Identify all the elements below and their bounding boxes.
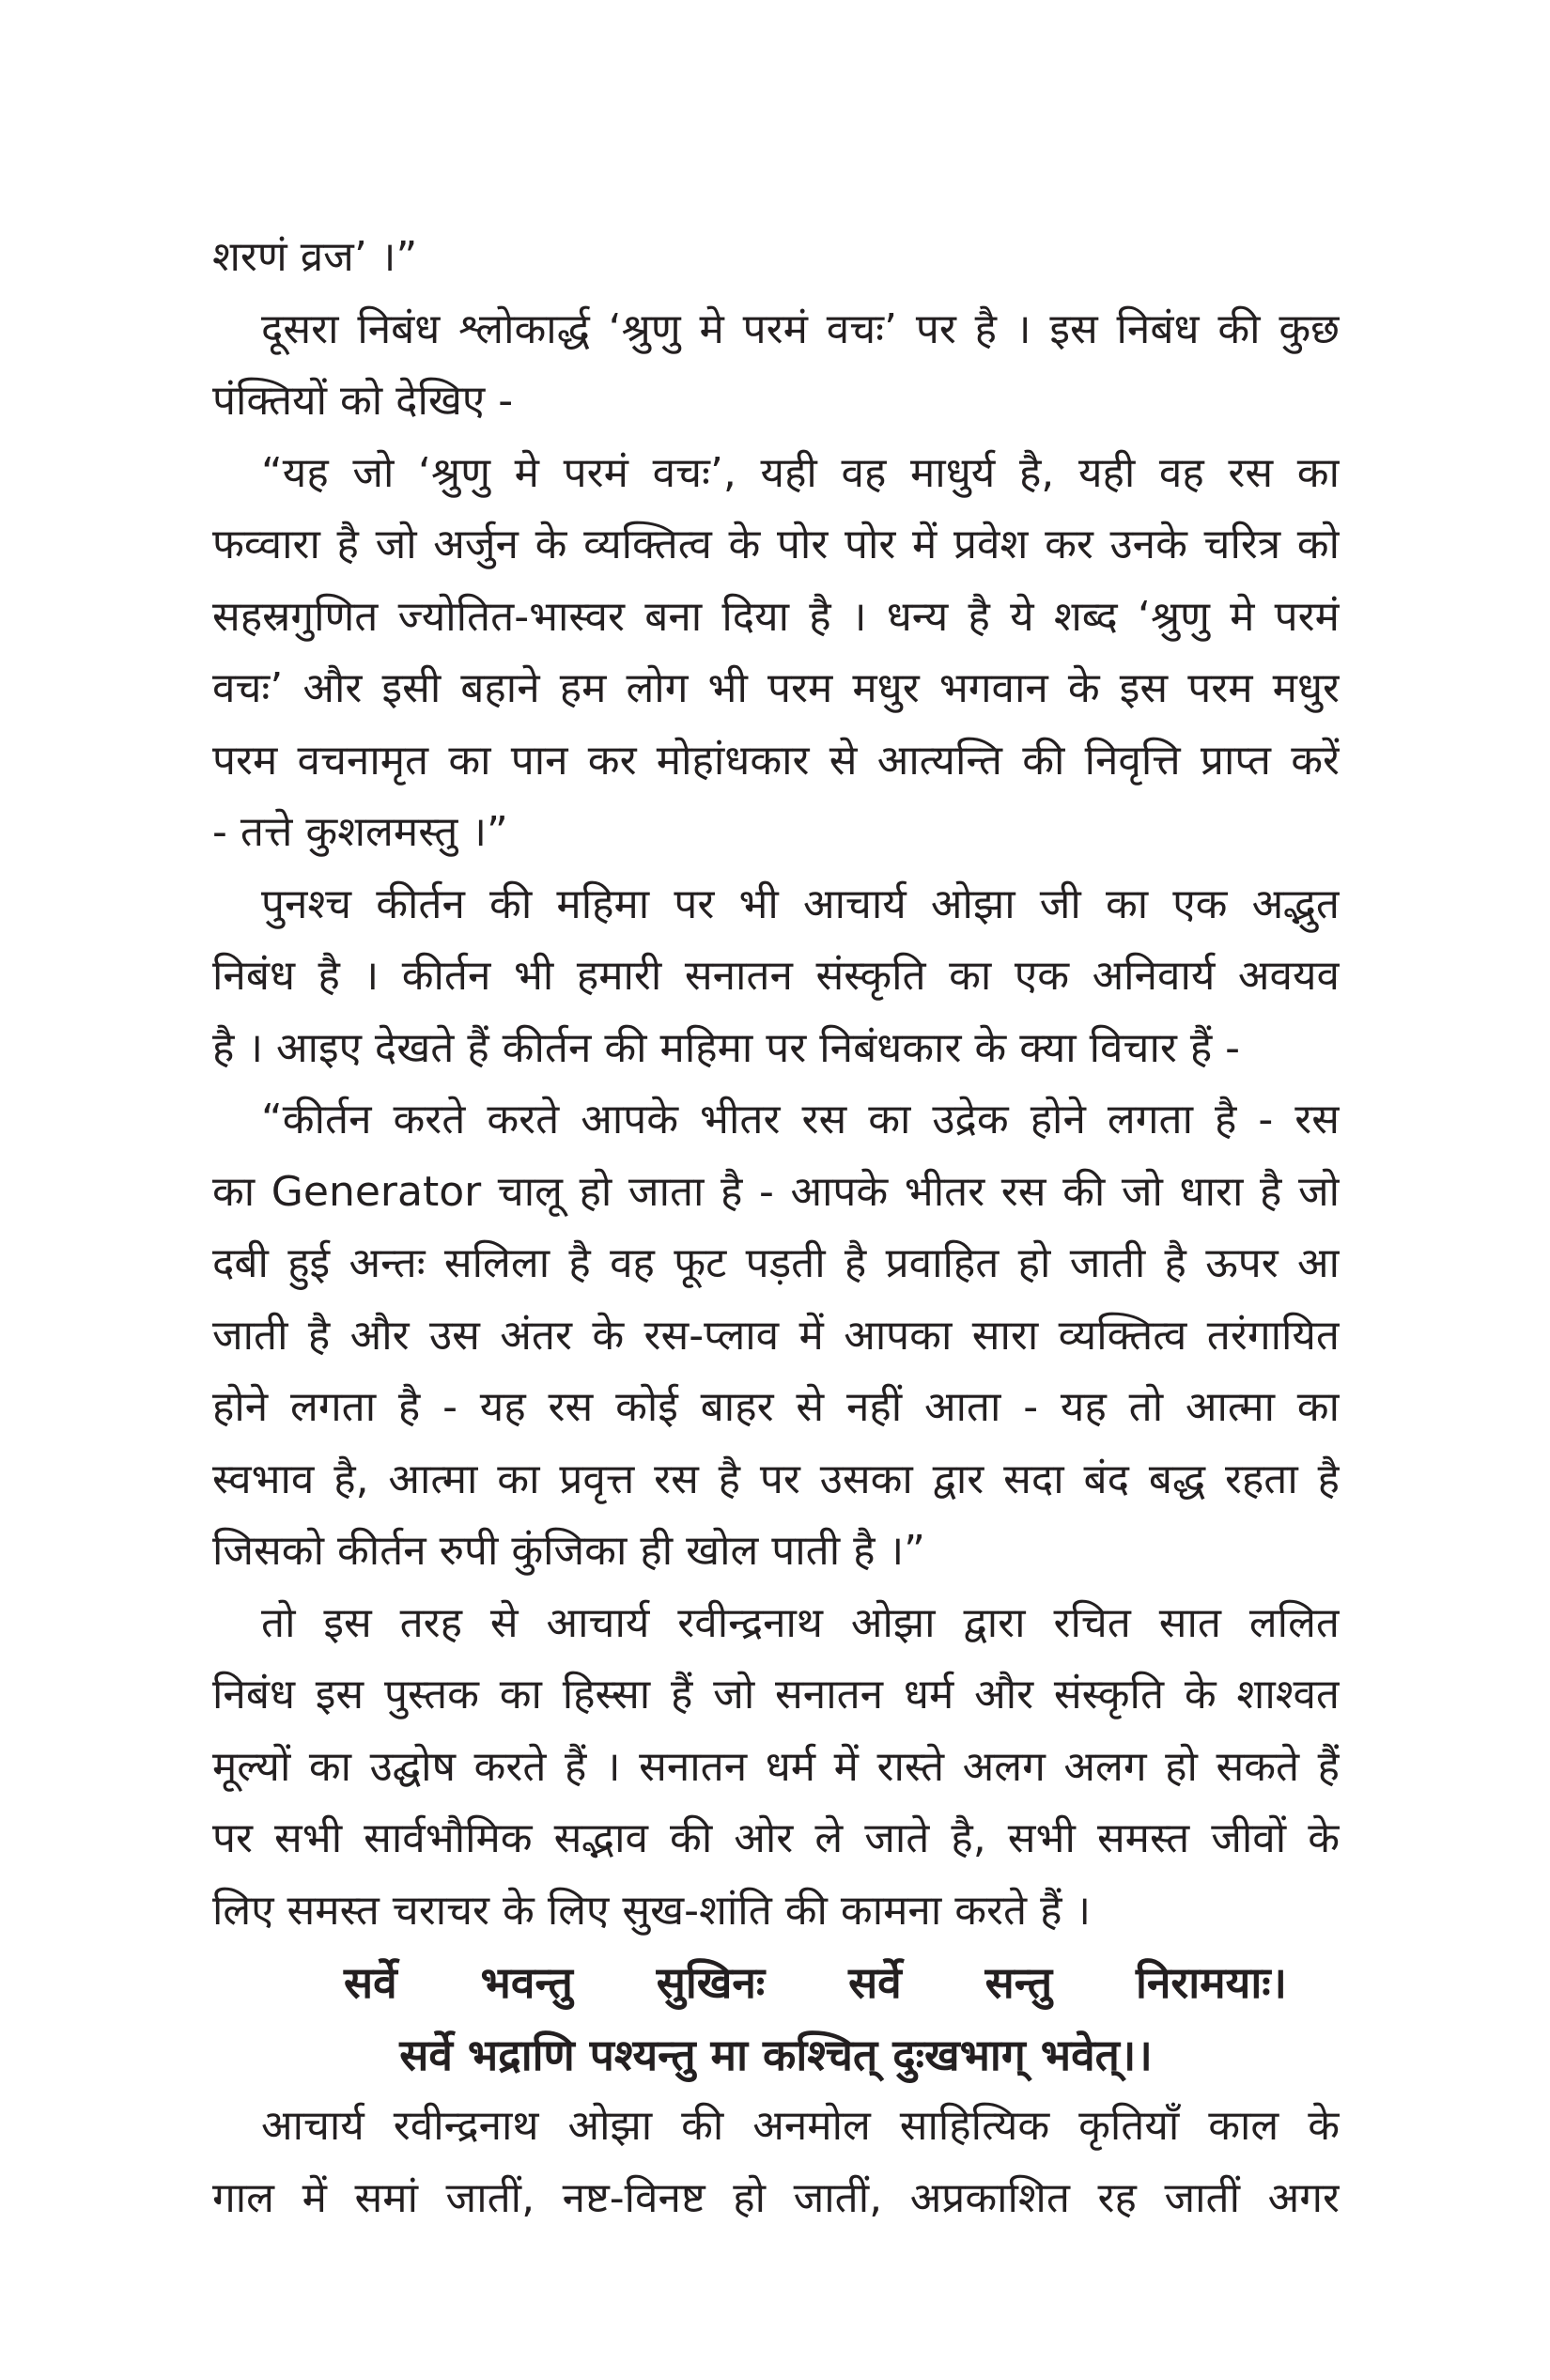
text-line: “कीर्तन करते करते आपके भीतर रस का उद्रेक होने लगता है - रस: [261, 1096, 1340, 1143]
verse-line: सर्वे भवन्तु सुखिनः सर्वे सन्तु निरामयाः।: [344, 1957, 1287, 2008]
verse-line: सर्वे भद्राणि पश्यन्तु मा कश्चित् दुःखभाग् भवेत्।।: [399, 2029, 1153, 2080]
text-line: फव्वारा है जो अर्जुन के व्यक्तित्व के पोर पोर में प्रवेश कर उनके चरित्र को: [212, 521, 1340, 568]
text-line: शरणं व्रज’ ।”: [212, 233, 418, 281]
text-line: लिए समस्त चराचर के लिए सुख-शांति की कामना करते हैं ।: [212, 1886, 1092, 1935]
text-line: गाल में समां जातीं, नष्ट-विनष्ट हो जातीं, अप्रकाशित रह जातीं अगर: [212, 2173, 1340, 2222]
text-line: दबी हुई अन्तः सलिला है वह फूट पड़ती है प्रवाहित हो जाती है ऊपर आ: [212, 1239, 1340, 1287]
text-line: परम वचनामृत का पान कर मोहांधकार से आत्यन्ति की निवृत्ति प्राप्त करें: [212, 736, 1340, 785]
text-line: पर सभी सार्वभौमिक सद्भाव की ओर ले जाते है, सभी समस्त जीवों के: [212, 1814, 1340, 1862]
text-line: “यह जो ‘श्रुणु मे परमं वचः’, यही वह माधुर्य है, यही वह रस का: [261, 448, 1340, 497]
text-line: निबंध है । कीर्तन भी हमारी सनातन संस्कृति का एक अनिवार्य अवयव: [212, 952, 1340, 1000]
text-line: पुनश्च कीर्तन की महिमा पर भी आचार्य ओझा जी का एक अद्भुत: [261, 879, 1340, 928]
text-line: स्वभाव है, आत्मा का प्रवृत्त रस है पर उसका द्वार सदा बंद बद्ध रहता है: [212, 1454, 1340, 1503]
text-line: जाती है और उस अंतर के रस-प्लाव में आपका सारा व्यक्तित्व तरंगायित: [212, 1311, 1340, 1360]
text-line: होने लगता है - यह रस कोई बाहर से नहीं आता - यह तो आत्मा का: [212, 1383, 1340, 1431]
text-line: सहस्रगुणित ज्योतित-भास्वर बना दिया है । धन्य है ये शब्द ‘श्रुणु मे परमं: [212, 592, 1340, 641]
text-line: का Generator चालू हो जाता है - आपके भीतर रस की जो धारा है जो: [212, 1167, 1340, 1216]
text-line: है । आइए देखते हैं कीर्तन की महिमा पर निबंधकार के क्या विचार हैं -: [212, 1023, 1241, 1072]
text-line: दूसरा निबंध श्लोकार्द्ध ‘श्रुणु मे परमं वचः’ पर है । इस निबंध की कुछ: [261, 304, 1340, 353]
page-body: [212, 222, 1340, 2234]
text-line: आचार्य रवीन्द्रनाथ ओझा की अनमोल साहित्यिक कृतियाँ काल के: [261, 2102, 1340, 2150]
text-line: - तत्ते कुशलमस्तु ।”: [212, 808, 508, 856]
text-line: पंक्तियों को देखिए -: [212, 377, 514, 425]
text-line: निबंध इस पुस्तक का हिस्सा हैं जो सनातन धर्म और संस्कृति के शाश्वत: [212, 1671, 1340, 1719]
text-line: तो इस तरह से आचार्य रवीन्द्रनाथ ओझा द्वारा रचित सात ललित: [261, 1598, 1340, 1647]
text-line: मूल्यों का उद्घोष करते हैं । सनातन धर्म में रास्ते अलग अलग हो सकते हैं: [212, 1742, 1340, 1791]
text-line: जिसको कीर्तन रुपी कुंजिका ही खोल पाती है ।”: [212, 1527, 925, 1575]
text-line: वचः’ और इसी बहाने हम लोग भी परम मधुर भगवान के इस परम मधुर: [212, 664, 1340, 712]
